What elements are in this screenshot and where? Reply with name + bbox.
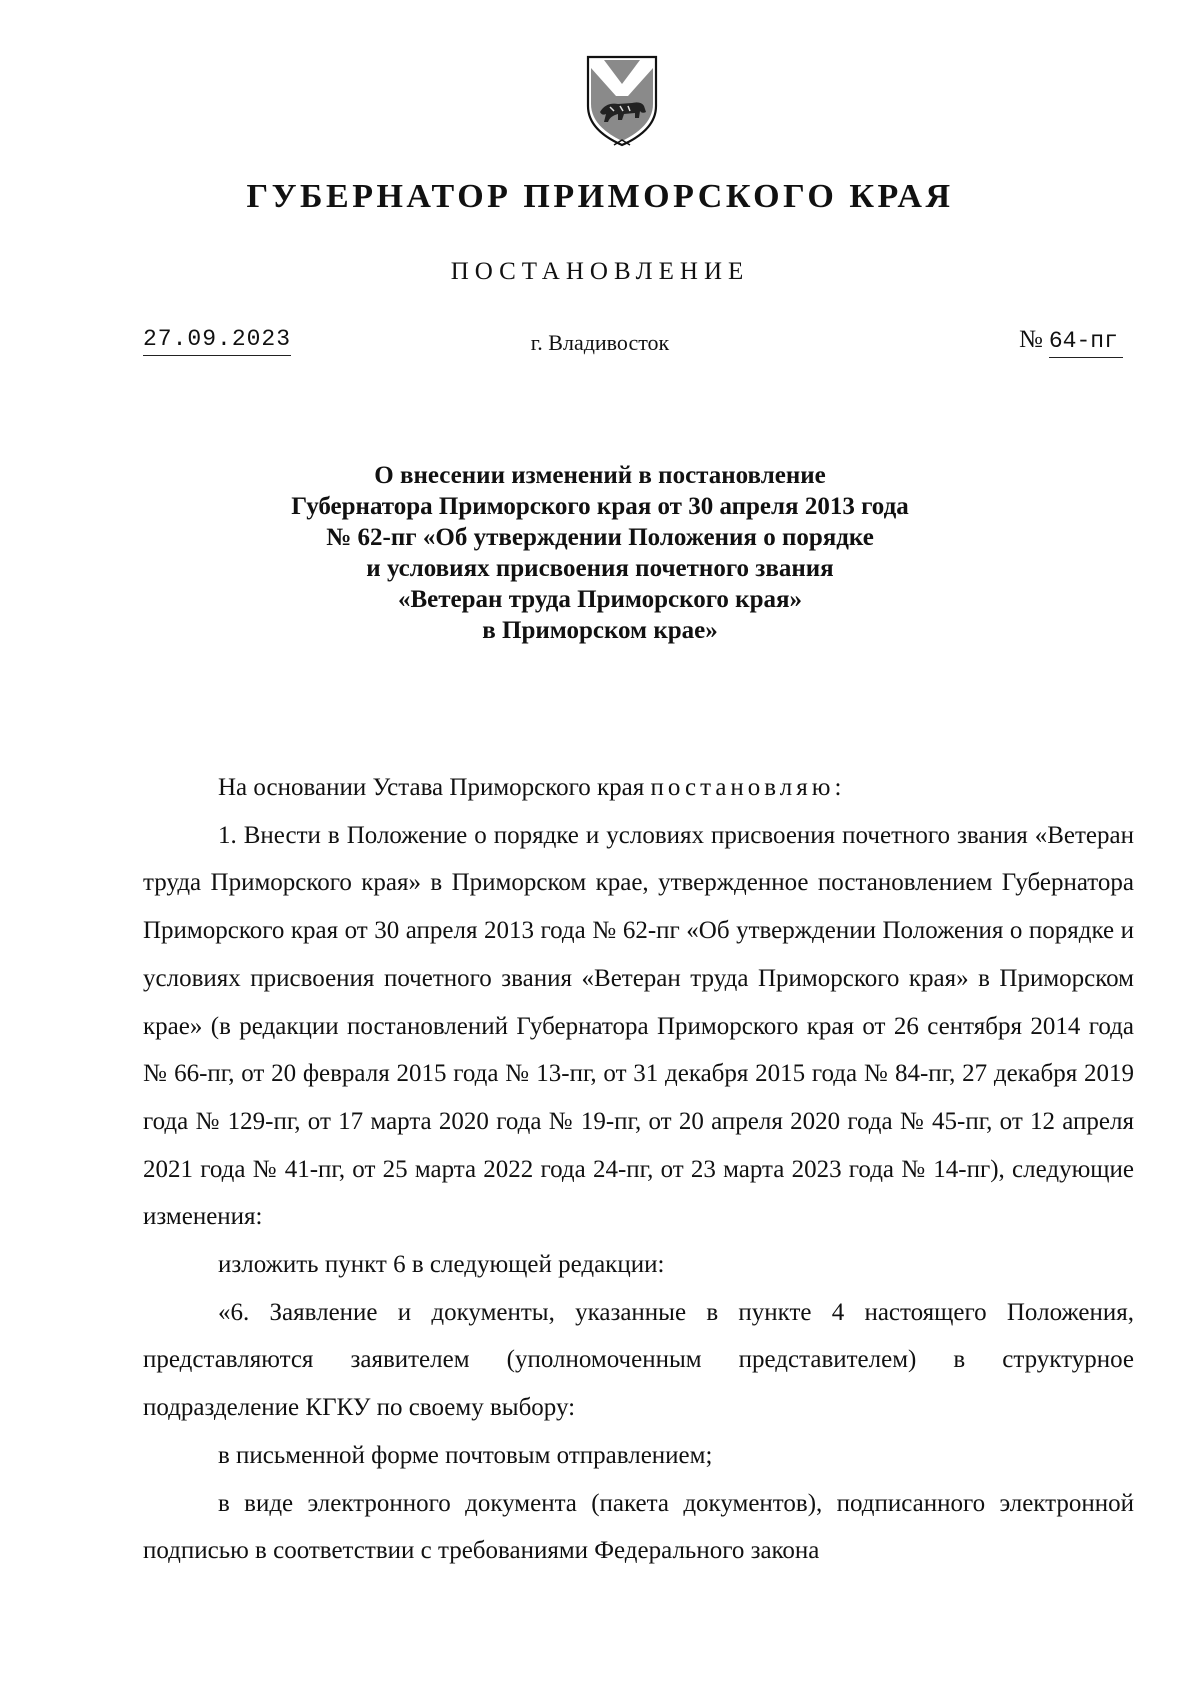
paragraph-electronic-option: в виде электронного документа (пакета документов), подписанного электронной подписью в соответствии с требованиями Федерального закона [143,1489,1134,1565]
issuer-title: ГУБЕРНАТОР ПРИМОРСКОГО КРАЯ [246,178,954,215]
decree-word: постановляю [650,774,835,801]
document-body [143,764,1134,1575]
subject-line: О внесении изменений в постановление [374,462,826,489]
number-value: 64-пг [1049,328,1123,358]
subject-line: Губернатора Приморского края от 30 апреля 2013 года [291,493,909,520]
subject-line: № 62-пг «Об утверждении Положения о порядке [326,524,874,551]
number-sign: № [1019,326,1043,353]
subject-line: «Ветеран труда Приморского края» [397,586,803,613]
document-city: г. Владивосток [530,330,670,355]
paragraph-amendment-instruction: изложить пункт 6 в следующей редакции: [218,1251,665,1279]
subject-line: и условиях присвоения почетного звания [366,555,834,582]
document-number [1019,326,1123,358]
paragraph-postal-option: в письменной форме почтовым отправлением; [218,1441,713,1469]
subject-line: в Приморском крае» [482,617,718,644]
preamble-colon: : [834,774,842,801]
primorsky-krai-coat-of-arms-icon [584,54,660,148]
paragraph-1: 1. Внести в Положение о порядке и условиях присвоения почетного звания «Ветеран труда Приморского края» в Приморском крае, утвержденное постановлением Губернатора Приморского края от 30 апреля 2013 года № 62-пг «Об утверждении Положения о порядке и условиях присвоения почетного звания «Ветеран труда Приморского края» в Приморском крае» (в редакции постановлений Губернатора Приморского края от 26 сентября 2014 года № 66-пг, от 20 февраля 2015 года № 13-пг, от 31 декабря 2015 года № 84-пг, 27 декабря 2019 года № 129-пг, от 17 марта 2020 года № 19-пг, от 20 апреля 2020 года № 45-пг, от 12 апреля 2021 года № 41-пг, от 25 марта 2022 года 24-пг, от 23 марта 2023 года № 14-пг), следующие изменения: [143,821,1134,1231]
preamble-paragraph [143,764,1134,812]
paragraph-6-text: «6. Заявление и документы, указанные в пункте 4 настоящего Положения, представляются заявителем (уполномоченным представителем) в структурное подразделение КГКУ по своему выбору: [143,1298,1134,1422]
document-type: ПОСТАНОВЛЕНИЕ [450,258,750,285]
preamble-text: На основании Устава Приморского края [218,774,651,801]
document-date: 27.09.2023 [143,326,291,356]
document-subject [0,460,1200,646]
